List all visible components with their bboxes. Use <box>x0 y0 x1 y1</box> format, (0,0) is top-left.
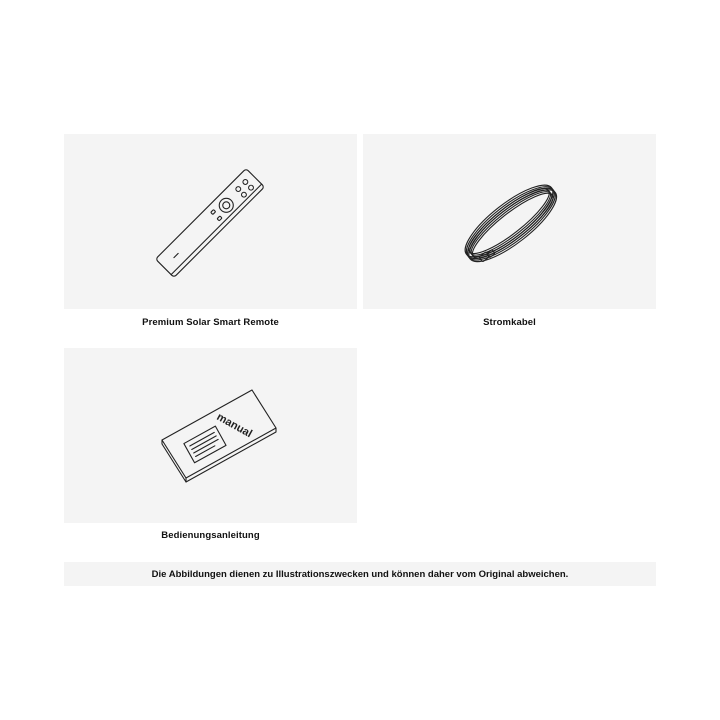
accessory-card-cable <box>363 134 656 309</box>
disclaimer-text: Die Abbildungen dienen zu Illustrationszwecken und können daher vom Original abweichen. <box>151 568 569 580</box>
illustration-disclaimer <box>64 562 656 586</box>
accessory-card-manual <box>64 348 357 523</box>
accessory-label-cable: Stromkabel <box>483 317 536 328</box>
remote-control-icon <box>64 134 357 309</box>
manual-cover-text: manual <box>214 411 255 441</box>
manual-booklet-icon <box>64 348 357 523</box>
power-cable-icon <box>363 134 656 309</box>
accessory-label-remote: Premium Solar Smart Remote <box>142 317 279 328</box>
accessory-card-remote <box>64 134 357 309</box>
accessory-label-manual: Bedienungsanleitung <box>161 530 260 541</box>
